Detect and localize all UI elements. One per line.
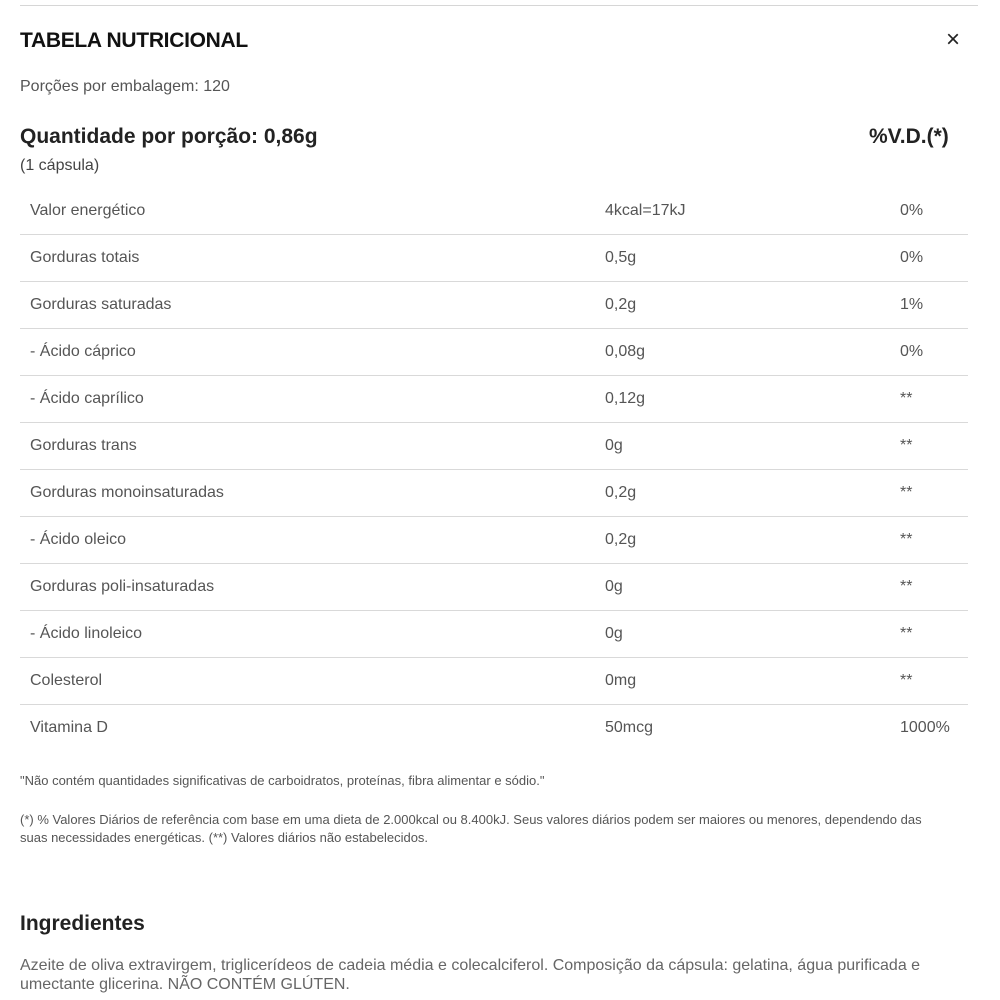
table-row (20, 611, 968, 658)
nutrient-name: Valor energético (30, 202, 146, 219)
table-row (20, 282, 968, 329)
nutrient-amount: 0,08g (605, 343, 646, 360)
close-icon[interactable]: × (945, 26, 960, 53)
nutrient-vd: 0% (900, 343, 924, 360)
nutrient-vd: 0% (900, 202, 924, 219)
nutrient-amount: 0g (605, 578, 623, 595)
nutrient-vd: 1000% (900, 719, 950, 736)
vd-header: %V.D.(*) (869, 125, 949, 148)
table-row (20, 705, 968, 752)
table-row (20, 188, 968, 235)
table-row (20, 470, 968, 517)
nutrient-name: Vitamina D (30, 719, 108, 736)
table-row (20, 376, 968, 423)
nutrient-amount: 0mg (605, 672, 637, 689)
table-row (20, 423, 968, 470)
nutrient-vd: ** (900, 531, 913, 548)
daily-values-note: (*) % Valores Diários de referência com base em uma dieta de 2.000kcal ou 8.400kJ. Seus valores diários podem ser maiores ou menores, dependendo das suas necessidades energéticas. (**) Valores diários não estabelecidos. (20, 812, 922, 845)
modal-title: TABELA NUTRICIONAL (20, 29, 248, 52)
table-row (20, 329, 968, 376)
nutrient-amount: 0,2g (605, 531, 637, 548)
nutrient-name: - Ácido oleico (30, 531, 127, 548)
serving-size: Quantidade por porção: 0,86g (20, 125, 318, 148)
nutrient-vd: 1% (900, 296, 924, 313)
top-divider (20, 5, 978, 6)
nutrient-name: Gorduras trans (30, 437, 137, 454)
nutrient-name: Gorduras monoinsaturadas (30, 484, 224, 501)
nutrient-vd: ** (900, 390, 913, 407)
serving-unit: (1 cápsula) (20, 157, 100, 174)
nutrient-amount: 0,2g (605, 296, 637, 313)
nutrition-table (20, 188, 968, 752)
nutrient-amount: 0,5g (605, 249, 637, 266)
nutrient-vd: ** (900, 625, 913, 642)
servings-per-package: Porções por embalagem: 120 (20, 78, 230, 95)
not-significant-note: "Não contém quantidades significativas de carboidratos, proteínas, fibra alimentar e sódio." (20, 773, 545, 788)
nutrient-name: - Ácido caprílico (30, 390, 144, 407)
ingredients-title: Ingredientes (20, 912, 145, 935)
nutrient-vd: 0% (900, 249, 924, 266)
nutrient-name: Gorduras saturadas (30, 296, 172, 313)
ingredients-text: Azeite de oliva extravirgem, triglicerídeos de cadeia média e colecalciferol. Composição da cápsula: gelatina, água purificada e umectante glicerina. NÃO CONTÉM GLÚTEN. (20, 957, 921, 993)
nutrient-vd: ** (900, 484, 913, 501)
nutrient-amount: 4kcal=17kJ (605, 202, 686, 219)
table-row (20, 235, 968, 282)
nutrient-amount: 0g (605, 625, 623, 642)
nutrient-amount: 50mcg (605, 719, 654, 736)
nutrient-vd: ** (900, 672, 913, 689)
table-row (20, 564, 968, 611)
nutrient-amount: 0,2g (605, 484, 637, 501)
nutrient-amount: 0g (605, 437, 623, 454)
nutrient-amount: 0,12g (605, 390, 646, 407)
table-row (20, 658, 968, 705)
nutrient-vd: ** (900, 437, 913, 454)
nutrient-name: - Ácido cáprico (30, 343, 136, 360)
nutrient-name: - Ácido linoleico (30, 625, 143, 642)
nutrient-name: Gorduras totais (30, 249, 140, 266)
nutrient-vd: ** (900, 578, 913, 595)
table-row (20, 517, 968, 564)
nutrient-name: Gorduras poli-insaturadas (30, 578, 215, 595)
nutrient-name: Colesterol (30, 672, 103, 689)
